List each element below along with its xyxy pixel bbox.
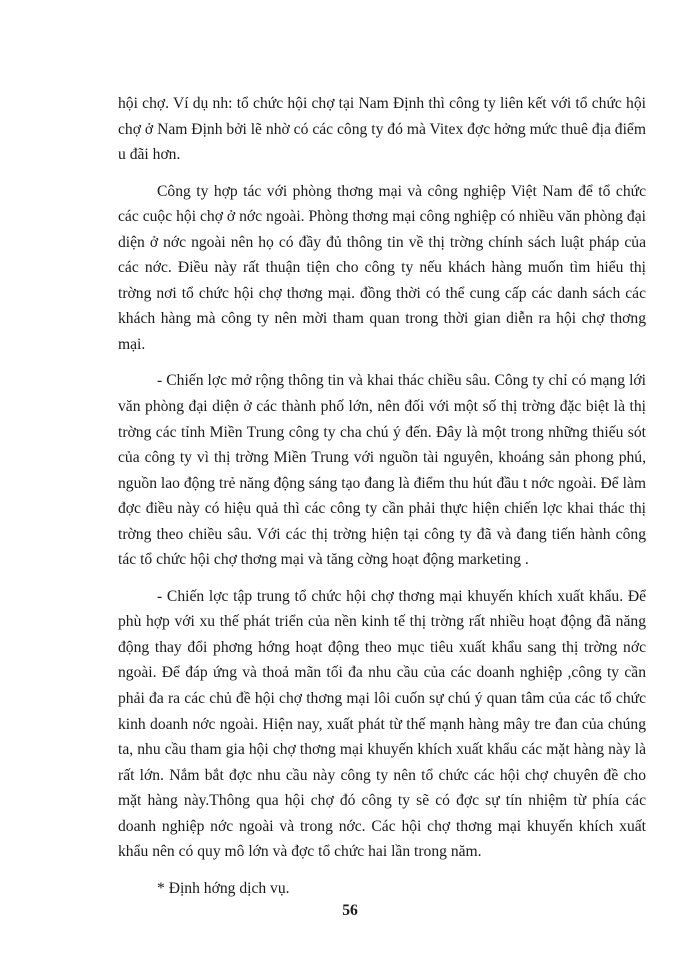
paragraph-strategy-export: - Chiến lợc tập trung tổ chức hội chợ thơng mại khuyến khích xuất khẩu. Để phù hợp với xu thế phát triển của nền kinh tế thị trờng rất nhiều hoạt động đã năng động thay đổi phơng hớng hoạt động theo mục tiêu xuất khẩu sang thị trờng nớc ngoài. Để đáp ứng và thoả mãn tối đa nhu cầu của các doanh nghiệp ,công ty cần phải đa ra các chủ đề hội chợ thơng mại lôi cuốn sự chú ý quan tâm của các tổ chức kinh doanh nớc ngoài. Hiện nay, xuất phát từ thế mạnh hàng mây tre đan của chúng ta, nhu cầu tham gia hội chợ thơng mại khuyến khích xuất khẩu các mặt hàng này là rất lớn. Nắm bắt đợc nhu cầu này công ty nên tổ chức các hội chợ chuyên đề cho mặt hàng này.Thông qua hội chợ đó công ty sẽ có đợc sự tín nhiệm từ phía các doanh nghiệp nớc ngoài và trong nớc. Các hội chợ thơng mại khuyến khích xuất khẩu nên có quy mô lớn và đợc tổ chức hai lần trong năm. xyxy=(118,587,646,861)
paragraph-continuation: hội chợ. Ví dụ nh: tổ chức hội chợ tại Nam Định thì công ty liên kết với tổ chức hội chợ ở Nam Định bởi lẽ nhờ có các công ty đó mà Vitex đợc hởng mức thuê địa điểm u đãi hơn. xyxy=(118,95,646,164)
paragraph-cooperation: Công ty hợp tác với phòng thơng mại và công nghiệp Việt Nam để tổ chức các cuộc hội chợ ở nớc ngoài. Phòng thơng mại công nghiệp có nhiều văn phòng đại diện ở nớc ngoài nên họ có đầy đủ thông tin về thị trờng chính sách luật pháp của các nớc. Điều này rất thuận tiện cho công ty nếu khách hàng muốn tìm hiểu thị trờng nơi tổ chức hội chợ thơng mại. đồng thời có thể cung cấp các danh sách các khách hàng mà công ty nên mời tham quan trong thời gian diễn ra hội chợ thơng mại. xyxy=(118,182,646,353)
paragraph-service-orientation: * Định hớng dịch vụ. xyxy=(157,879,290,897)
body-text xyxy=(118,91,646,901)
page-number: 56 xyxy=(342,902,358,919)
paragraph-strategy-expansion: - Chiến lợc mở rộng thông tin và khai thác chiều sâu. Công ty chỉ có mạng lới văn phòng đại diện ở các thành phố lớn, nên đối với một số thị trờng đặc biệt là thị trờng các tỉnh Miền Trung công ty cha chú ý đến. Đây là một trong những thiếu sót của công ty vì thị trờng Miền Trung với nguồn tài nguyên, khoáng sản phong phú, nguồn lao động trẻ năng động sáng tạo đang là điểm thu hút đầu t nớc ngoài. Để làm đợc điều này có hiệu quả thì các công ty cần phải thực hiện chiến lợc khai thác thị trờng theo chiều sâu. Với các thị trờng hiện tại công ty đã và đang tiến hành công tác tổ chức hội chợ thơng mại và tăng cờng hoạt động marketing . xyxy=(118,372,646,569)
